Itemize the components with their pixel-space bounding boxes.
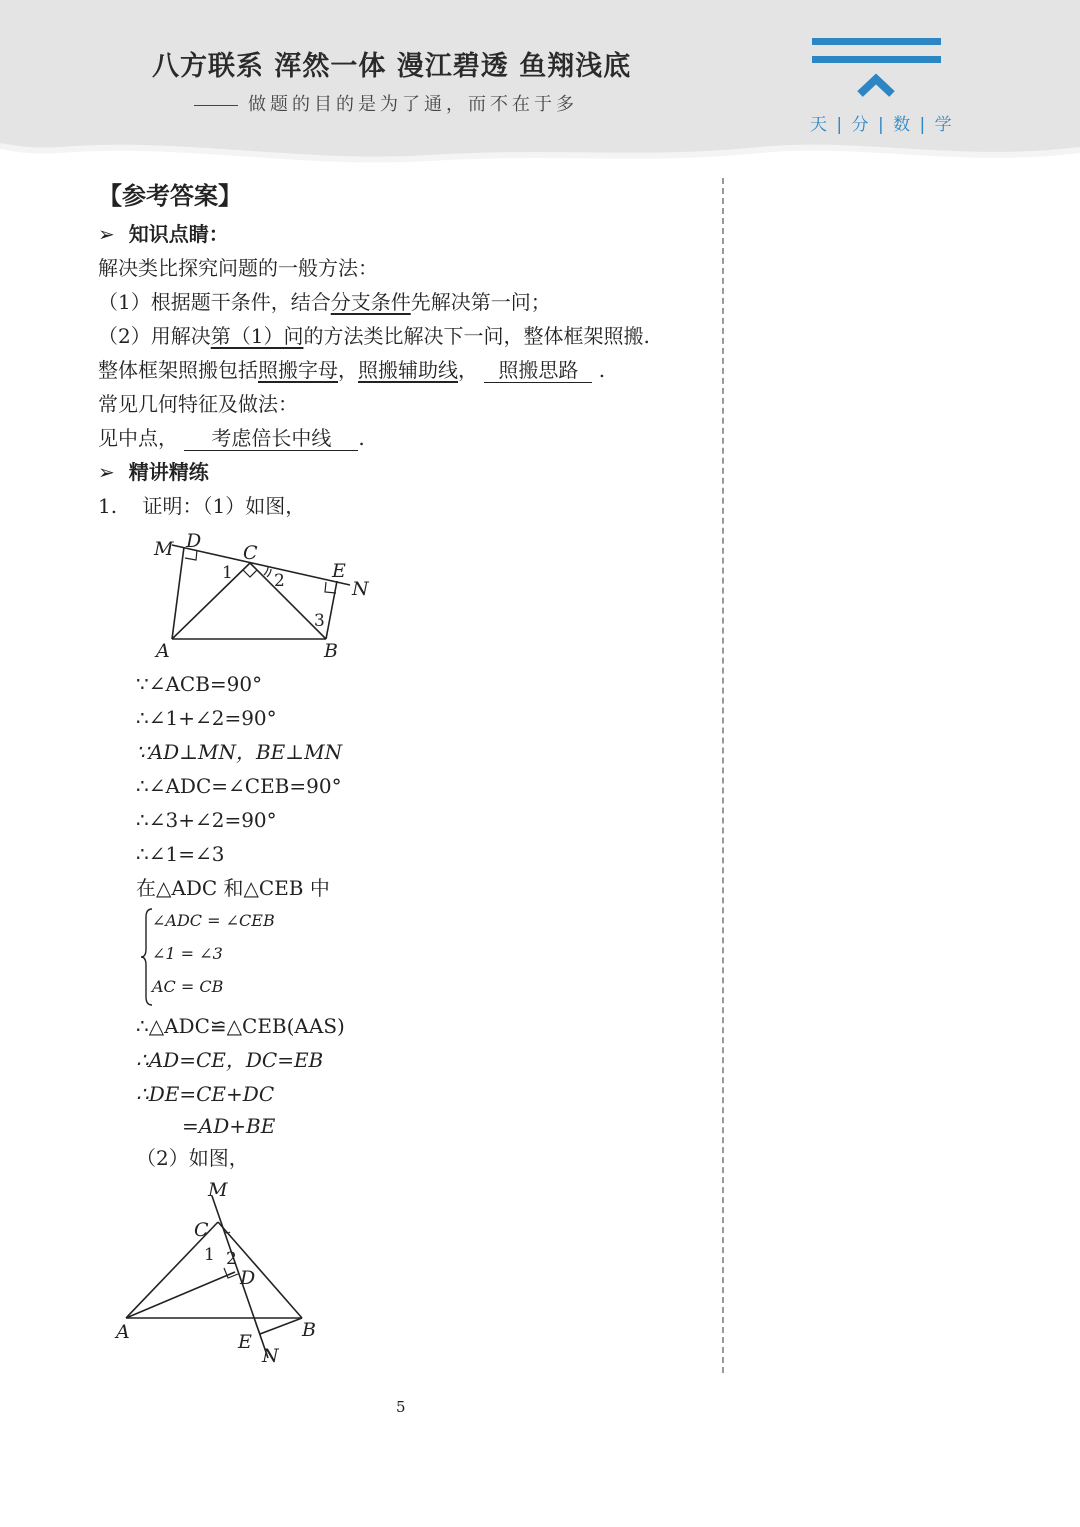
proof-step-3: ∵AD⊥MN，BE⊥MN	[136, 740, 343, 764]
proof-step-5: ∴∠3+∠2=90°	[136, 808, 277, 832]
method-line-4-a: 整体框架照搬包括	[98, 358, 258, 382]
midpoint-line-a: 见中点，	[98, 426, 178, 450]
segment-ac	[172, 563, 250, 639]
congruence-conditions	[140, 905, 390, 1009]
arrow-bullet-icon: ➢	[98, 222, 115, 246]
label-b: B	[324, 640, 338, 662]
segment-be	[326, 581, 337, 639]
subtitle-dash	[194, 105, 238, 106]
method-line-2-underlined: 分支条件	[330, 290, 411, 314]
condition-1: ∠ADC = ∠CEB	[152, 911, 275, 930]
figure-2	[110, 1178, 330, 1373]
section-practice-label: 精讲精练	[128, 460, 209, 484]
page-header	[0, 0, 1080, 175]
header-subtitle-text: 做题的目的是为了通，而不在于多	[248, 94, 578, 115]
label-m-2: M	[208, 1179, 228, 1201]
method-line-2-b: 先解决第一问；	[410, 290, 551, 314]
question-number: 1.	[98, 494, 118, 518]
page-number: 5	[396, 1398, 406, 1416]
method-line-4-sep-2: ，	[458, 358, 478, 382]
angle-label-2: 2	[274, 571, 285, 591]
figure-1	[140, 525, 390, 665]
midpoint-line-blank: 考虑倍长中线	[184, 426, 358, 451]
label-n: N	[352, 578, 369, 600]
condition-3: AC = CB	[152, 977, 224, 996]
angle-label-2-2: 2	[226, 1249, 237, 1269]
brand-logo	[810, 36, 954, 136]
logo-mark-icon	[810, 36, 942, 106]
section-practice	[98, 458, 209, 486]
proof-step-11: =AD+BE	[182, 1114, 276, 1138]
method-line-3-b: 的方法类比解决下一问，整体框架照搬.	[303, 324, 650, 348]
condition-2: ∠1 = ∠3	[152, 944, 223, 963]
proof-step-6: ∴∠1=∠3	[136, 842, 225, 866]
midpoint-line	[98, 424, 365, 452]
method-line-2-a: （1）根据题干条件，结合	[98, 290, 331, 314]
label-m: M	[154, 538, 174, 560]
method-line-4-end: .	[598, 358, 606, 382]
method-line-3-a: （2）用解决	[98, 324, 211, 348]
proof-step-4: ∴∠ADC=∠CEB=90°	[136, 774, 342, 798]
label-c: C	[243, 542, 258, 564]
proof-step-10: ∴DE=CE+DC	[136, 1082, 275, 1106]
label-e: E	[332, 560, 346, 582]
midpoint-line-end: .	[358, 426, 365, 450]
answer-title: 【参考答案】	[98, 182, 242, 210]
method-line-4-blank-3: 照搬思路	[484, 358, 592, 383]
segment-ad	[172, 547, 184, 639]
label-d-2: D	[240, 1267, 256, 1289]
label-a-2: A	[116, 1321, 130, 1343]
question-1-intro: 证明：（1）如图，	[142, 494, 306, 518]
proof-step-2: ∴∠1+∠2=90°	[136, 706, 277, 730]
column-divider	[722, 178, 724, 1373]
angle-label-3: 3	[314, 611, 325, 631]
method-line-4-blank-1: 照搬字母	[258, 358, 338, 382]
label-d: D	[186, 530, 202, 552]
method-line-1: 解决类比探究问题的一般方法：	[98, 256, 378, 280]
logo-text: 天 | 分 | 数 | 学	[810, 115, 954, 135]
method-line-3-underlined: 第（1）问	[210, 324, 304, 348]
proof-step-1: ∵∠ACB=90°	[136, 672, 263, 696]
segment-cb-2	[218, 1222, 302, 1318]
segment-ad-2	[126, 1272, 235, 1318]
method-line-3	[98, 322, 650, 350]
angle-label-1: 1	[222, 563, 233, 583]
header-motto: 八方联系 浑然一体 漫江碧透 鱼翔浅底	[152, 51, 632, 82]
label-c-2: C	[194, 1219, 209, 1241]
method-line-4	[98, 356, 605, 384]
proof-step-9: ∴AD=CE，DC=EB	[136, 1048, 324, 1072]
angle-arc-2	[264, 567, 268, 575]
question-1	[98, 492, 305, 520]
label-e-2: E	[238, 1331, 252, 1353]
proof-step-8: ∴△ADC≌△CEB(AAS)	[136, 1014, 345, 1038]
method-line-4-sep-1: ，	[338, 358, 358, 382]
label-a: A	[156, 640, 170, 662]
proof-step-7: 在△ADC 和△CEB 中	[136, 876, 330, 900]
method-line-4-blank-2: 照搬辅助线	[358, 358, 458, 382]
arrow-bullet-icon: ➢	[98, 460, 115, 484]
header-subtitle	[194, 90, 578, 116]
geometry-features-title: 常见几何特征及做法：	[98, 392, 298, 416]
right-angle-c	[243, 570, 257, 577]
part-2-intro: （2）如图，	[136, 1146, 249, 1170]
angle-label-1-2: 1	[204, 1245, 215, 1265]
label-b-2: B	[302, 1319, 316, 1341]
right-angle-e-2	[256, 1324, 270, 1334]
method-line-2	[98, 288, 551, 316]
section-knowledge	[98, 220, 229, 248]
section-knowledge-label: 知识点睛：	[128, 222, 229, 246]
label-n-2: N	[262, 1345, 279, 1367]
